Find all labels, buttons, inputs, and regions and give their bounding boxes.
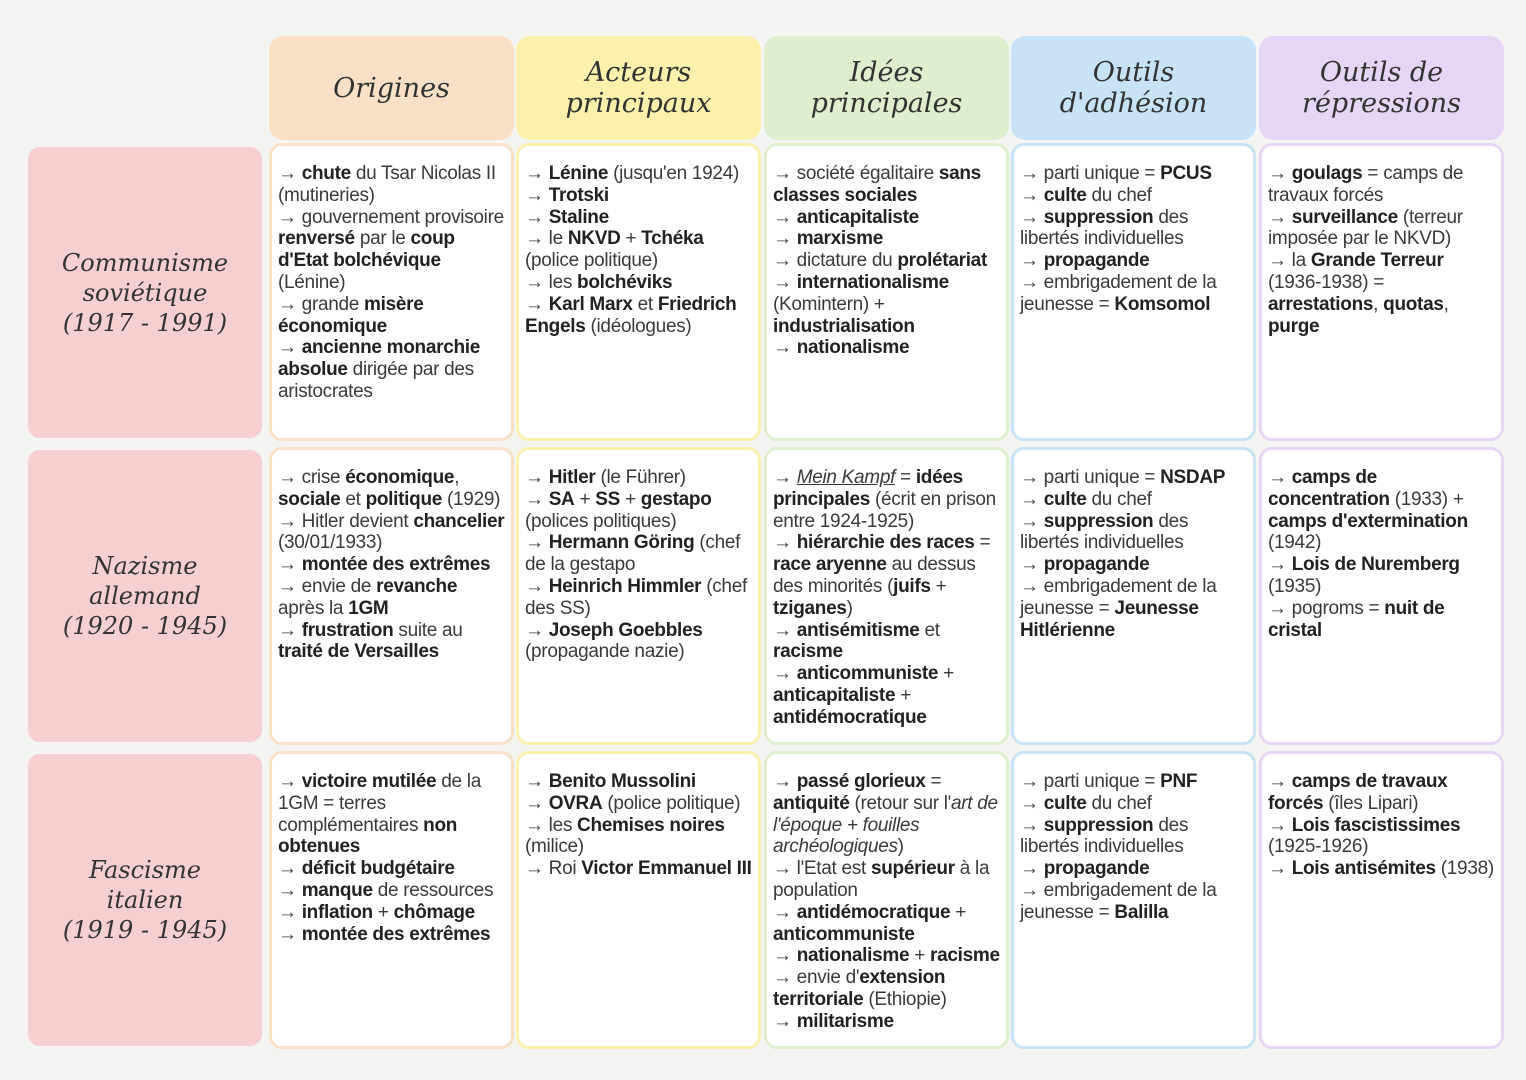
cell-fascisme-repressions bbox=[1259, 751, 1504, 1049]
bullet-item: → le NKVD + Tchéka (police politique) bbox=[525, 228, 704, 272]
row-label-line: Fascisme bbox=[88, 856, 202, 884]
bullet-item: → chute du Tsar Nicolas II (mutineries) bbox=[278, 163, 496, 206]
bullet-item: → Lénine (jusqu'en 1924) bbox=[525, 163, 739, 184]
bullet-item: → la Grande Terreur (1936-1938) = arrestations, quotas, purge bbox=[1268, 250, 1449, 337]
bullet-item: → nationalisme + racisme bbox=[773, 945, 1000, 967]
cell-nazisme-adhesion bbox=[1011, 447, 1256, 745]
bullet-item: → camps de concentration (1933) + camps d'extermination (1942) bbox=[1268, 467, 1468, 554]
header-outils-adhesion bbox=[1011, 36, 1256, 140]
cell-nazisme-idees bbox=[764, 447, 1009, 745]
bullet-item: → culte du chef bbox=[1020, 184, 1152, 206]
bullet-item: → suppression des libertés individuelles bbox=[1020, 510, 1189, 554]
bullet-item: → Karl Marx et Friedrich Engels (idéologues) bbox=[525, 293, 737, 337]
header-label: Idées principales bbox=[810, 57, 963, 119]
bullet-item: → déficit budgétaire bbox=[278, 858, 455, 880]
bullet-item: → embrigadement de la jeunesse = Jeunesse Hitlérienne bbox=[1020, 575, 1217, 641]
bullet-item: → propagande bbox=[1020, 554, 1150, 576]
bullet-item: → internationalisme (Komintern) + industrialisation bbox=[773, 271, 949, 337]
cell-nazisme-repressions bbox=[1259, 447, 1504, 745]
row-label-dates: (1919 - 1945) bbox=[62, 916, 228, 944]
header-label: Outils de répressions bbox=[1302, 57, 1461, 119]
bullet-item: → marxisme bbox=[773, 228, 884, 250]
cell-communisme-origines bbox=[269, 143, 514, 441]
bullet-item: → victoire mutilée de la 1GM = terres complémentaires non obtenues bbox=[278, 771, 481, 858]
bullet-item: → Heinrich Himmler (chef des SS) bbox=[525, 575, 747, 619]
bullet-item: → parti unique = PNF bbox=[1020, 771, 1198, 792]
bullet-item: → manque de ressources bbox=[278, 879, 494, 901]
bullet-item: → camps de travaux forcés (îles Lipari) bbox=[1268, 771, 1448, 814]
bullet-item: → société égalitaire sans classes sociales bbox=[773, 163, 981, 206]
bullet-item: → Roi Victor Emmanuel III bbox=[525, 858, 752, 880]
row-label-line: Communisme bbox=[61, 248, 229, 277]
bullet-item: → militarisme bbox=[773, 1010, 894, 1032]
bullet-item: → Trotski bbox=[525, 184, 609, 206]
row-label-line: italien bbox=[106, 886, 184, 914]
bullet-item: → Benito Mussolini bbox=[525, 771, 696, 792]
bullet-item: → embrigadement de la jeunesse = Komsomol bbox=[1020, 271, 1217, 315]
bullet-item: → antidémocratique + anticommuniste bbox=[773, 901, 967, 945]
cell-communisme-adhesion bbox=[1011, 143, 1256, 441]
bullet-item: → goulags = camps de travaux forcés bbox=[1268, 163, 1464, 206]
cell-communisme-idees bbox=[764, 143, 1009, 441]
bullet-item: → ancienne monarchie absolue dirigée par des aristocrates bbox=[278, 337, 481, 402]
bullet-item: → Hitler (le Führer) bbox=[525, 467, 686, 488]
bullet-item: → SA + SS + gestapo (polices politiques) bbox=[525, 488, 712, 532]
row-label-line: Nazisme bbox=[92, 552, 198, 580]
bullet-item: → Lois fascistissimes (1925-1926) bbox=[1268, 814, 1461, 858]
bullet-item: → gouvernement provisoire renversé par le coup d'Etat bolchévique (Lénine) bbox=[278, 206, 504, 293]
row-label-fascisme bbox=[28, 754, 262, 1046]
header-label: Acteurs principaux bbox=[565, 57, 712, 119]
bullet-item: → pogroms = nuit de cristal bbox=[1268, 597, 1445, 641]
bullet-item: → culte du chef bbox=[1020, 792, 1152, 814]
bullet-item: → hiérarchie des races = race aryenne au dessus des minorités (juifs + tziganes) bbox=[773, 532, 991, 619]
cell-communisme-repressions bbox=[1259, 143, 1504, 441]
cell-fascisme-idees bbox=[764, 751, 1009, 1049]
bullet-item: → propagande bbox=[1020, 250, 1150, 272]
cell-fascisme-acteurs bbox=[516, 751, 761, 1049]
bullet-item: → montée des extrêmes bbox=[278, 554, 491, 576]
cell-nazisme-origines bbox=[269, 447, 514, 745]
row-label-dates: (1917 - 1991) bbox=[62, 308, 228, 337]
bullet-item: → anticapitaliste bbox=[773, 206, 919, 228]
bullet-item: → les bolchéviks bbox=[525, 271, 673, 293]
row-label-line: soviétique bbox=[82, 278, 208, 307]
bullet-item: → suppression des libertés individuelles bbox=[1020, 206, 1189, 250]
bullet-item: → l'Etat est supérieur à la population bbox=[773, 858, 990, 901]
bullet-item: → parti unique = PCUS bbox=[1020, 163, 1212, 184]
row-label-communisme bbox=[28, 147, 262, 438]
header-acteurs-principaux bbox=[516, 36, 761, 140]
bullet-item: → culte du chef bbox=[1020, 488, 1152, 510]
bullet-item: → Staline bbox=[525, 206, 609, 228]
bullet-item: → envie d'extension territoriale (Ethiopie) bbox=[773, 967, 947, 1010]
row-label-dates: (1920 - 1945) bbox=[62, 612, 228, 640]
bullet-item: → les Chemises noires (milice) bbox=[525, 814, 725, 858]
bullet-item: → grande misère économique bbox=[278, 293, 424, 337]
header-origines bbox=[269, 36, 514, 140]
bullet-item: → dictature du prolétariat bbox=[773, 250, 987, 272]
header-label: Outils d'adhésion bbox=[1059, 57, 1208, 119]
header-label: Origines bbox=[333, 72, 450, 104]
cell-communisme-acteurs bbox=[516, 143, 761, 441]
bullet-item: → OVRA (police politique) bbox=[525, 792, 741, 814]
bullet-item: → Lois de Nuremberg (1935) bbox=[1268, 554, 1460, 597]
row-label-line: allemand bbox=[89, 582, 201, 610]
bullet-item: → antisémitisme et racisme bbox=[773, 619, 940, 663]
bullet-item: → propagande bbox=[1020, 858, 1150, 880]
bullet-item: → parti unique = NSDAP bbox=[1020, 467, 1226, 488]
bullet-item: → Lois antisémites (1938) bbox=[1268, 858, 1494, 880]
bullet-item: → anticommuniste + anticapitaliste + antidémocratique bbox=[773, 663, 954, 728]
bullet-item: → suppression des libertés individuelles bbox=[1020, 814, 1189, 858]
bullet-item: → passé glorieux = antiquité (retour sur l'art de l'époque + fouilles archéologiques) bbox=[773, 771, 998, 858]
bullet-item: → Mein Kampf = idées principales (écrit en prison entre 1924-1925) bbox=[773, 467, 996, 532]
bullet-item: → embrigadement de la jeunesse = Balilla bbox=[1020, 879, 1217, 923]
bullet-item: → montée des extrêmes bbox=[278, 923, 491, 945]
bullet-item: → Hermann Göring (chef de la gestapo bbox=[525, 532, 741, 576]
header-outils-repressions bbox=[1259, 36, 1504, 140]
bullet-item: → inflation + chômage bbox=[278, 901, 475, 923]
bullet-item: → Hitler devient chancelier (30/01/1933) bbox=[278, 510, 505, 554]
row-label-nazisme bbox=[28, 450, 262, 742]
cell-fascisme-adhesion bbox=[1011, 751, 1256, 1049]
bullet-item: → frustration suite au traité de Versailles bbox=[278, 619, 463, 663]
bullet-item: → crise économique, sociale et politique (1929) bbox=[278, 467, 501, 510]
bullet-item: → nationalisme bbox=[773, 337, 910, 359]
bullet-item: → Joseph Goebbles (propagande nazie) bbox=[525, 619, 703, 663]
header-idees-principales bbox=[764, 36, 1009, 140]
bullet-item: → surveillance (terreur imposée par le NKVD) bbox=[1268, 206, 1463, 250]
cell-fascisme-origines bbox=[269, 751, 514, 1049]
cell-nazisme-acteurs bbox=[516, 447, 761, 745]
bullet-item: → envie de revanche après la 1GM bbox=[278, 575, 458, 619]
